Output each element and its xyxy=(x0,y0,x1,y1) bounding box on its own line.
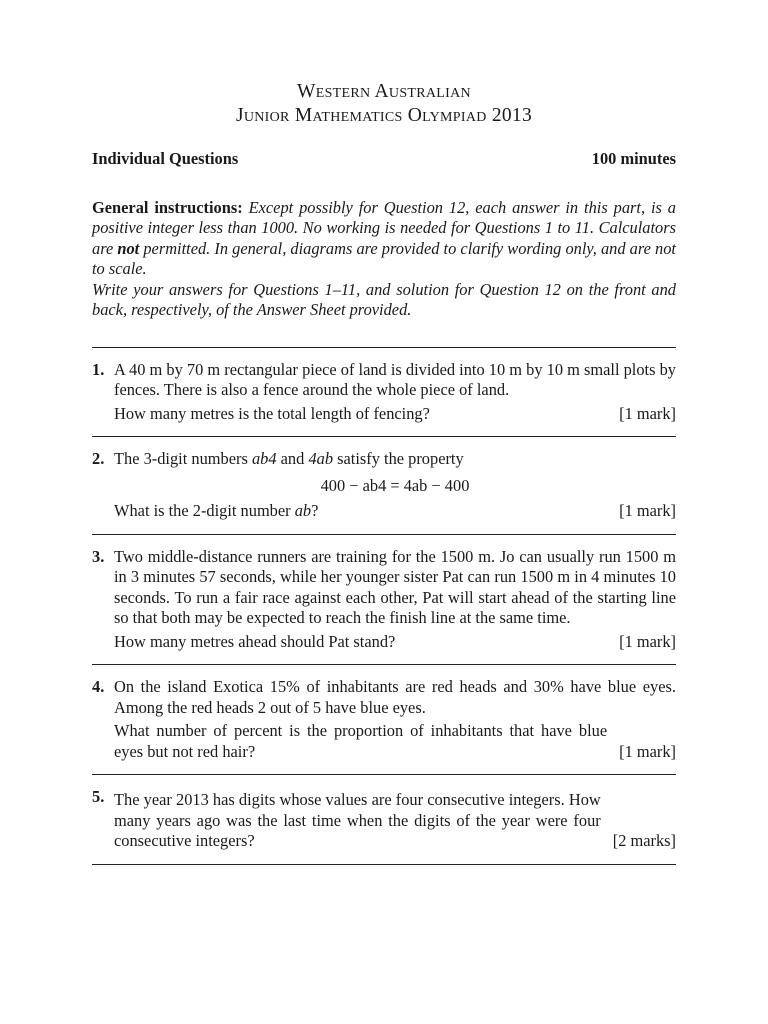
question-body xyxy=(114,677,676,762)
instructions-text-1: Except possibly for Question 12, each answer in this part, is a positive integer less than 1000. No working is needed for Questions 1 to 11. Calculators are xyxy=(92,197,676,258)
general-instructions xyxy=(92,198,676,321)
question-body xyxy=(114,360,676,425)
question-5 xyxy=(92,775,676,864)
question-text xyxy=(114,449,676,470)
question-2 xyxy=(92,437,676,534)
exam-duration: 100 minutes xyxy=(591,149,676,168)
question-ask-text xyxy=(114,501,318,522)
question-1 xyxy=(92,348,676,437)
section-header xyxy=(92,149,676,170)
instructions-emphasis: not xyxy=(117,238,140,258)
question-ask xyxy=(114,404,676,425)
question-ask xyxy=(114,790,676,852)
question-ask xyxy=(114,632,676,653)
question-text-pre: The 3-digit numbers xyxy=(114,449,248,468)
question-text: Two middle-distance runners are training for the 1500 m. Jo can usually run 1500 m in 3 minutes 57 seconds, while her younger sister Pat can run 1500 m in 4 minutes 10 seconds. To run a fair race against each other, Pat will start ahead of the starting line so that both may be expected to reach the finish line at the same time. xyxy=(114,546,676,627)
question-body xyxy=(114,449,676,522)
question-text: The year 2013 has digits whose values are four consecutive integers. How many years ago was the last time when the digits of the year were four consecutive integers? xyxy=(114,790,601,850)
question-marks: [1 mark] xyxy=(619,501,676,520)
question-4 xyxy=(92,665,676,774)
section-name: Individual Questions xyxy=(92,149,239,168)
exam-title xyxy=(92,80,676,128)
question-number: 2. xyxy=(92,449,105,468)
question-3 xyxy=(92,535,676,665)
question-body xyxy=(114,787,676,852)
instructions-text-2: permitted. In general, diagrams are provided to clarify wording only, and are not to scale. xyxy=(92,238,676,278)
title-line-1: Western Australian xyxy=(297,81,471,102)
question-ask-text: What number of percent is the proportion of inhabitants that have blue eyes but not red hair? xyxy=(114,721,608,761)
question-ask xyxy=(114,501,676,522)
question-text: On the island Exotica 15% of inhabitants are red heads and 30% have blue eyes. Among the red heads 2 out of 5 have blue eyes. xyxy=(114,677,676,717)
equation: 400 − ab4 = 4ab − 400 xyxy=(320,475,470,495)
math-variable: 4ab xyxy=(308,449,334,468)
question-marks: [1 mark] xyxy=(619,741,676,761)
question-ask-text: How many metres is the total length of fencing? xyxy=(114,403,430,423)
title-line-2: Junior Mathematics Olympiad 2013 xyxy=(235,105,533,126)
question-text: A 40 m by 70 m rectangular piece of land is divided into 10 m by 10 m small plots by fences. There is also a fence around the whole piece of land. xyxy=(114,359,676,399)
instructions-paragraph-2: Write your answers for Questions 1–11, and solution for Question 12 on the front and back, respectively, of the Answer Sheet provided. xyxy=(92,279,676,319)
question-body xyxy=(114,547,676,653)
exam-page xyxy=(92,80,676,865)
math-variable: ab xyxy=(294,501,312,520)
question-ask xyxy=(114,721,676,762)
question-number: 4. xyxy=(92,677,105,696)
divider xyxy=(92,864,676,865)
question-text-post: satisfy the property xyxy=(337,449,464,468)
question-ask-text: How many metres ahead should Pat stand? xyxy=(114,631,396,651)
ask-post: ? xyxy=(311,501,319,520)
question-marks: [2 marks] xyxy=(612,831,676,850)
question-number: 3. xyxy=(92,546,105,566)
question-marks: [1 mark] xyxy=(619,631,676,651)
ask-pre: What is the 2-digit number xyxy=(114,501,291,520)
math-variable: ab4 xyxy=(251,449,277,468)
question-number: 1. xyxy=(92,359,105,379)
instructions-lead: General instructions: xyxy=(92,197,243,217)
instructions-paragraph-1 xyxy=(92,198,676,280)
question-marks: [1 mark] xyxy=(619,403,676,423)
question-number: 5. xyxy=(92,787,105,806)
question-text-mid: and xyxy=(280,449,305,468)
